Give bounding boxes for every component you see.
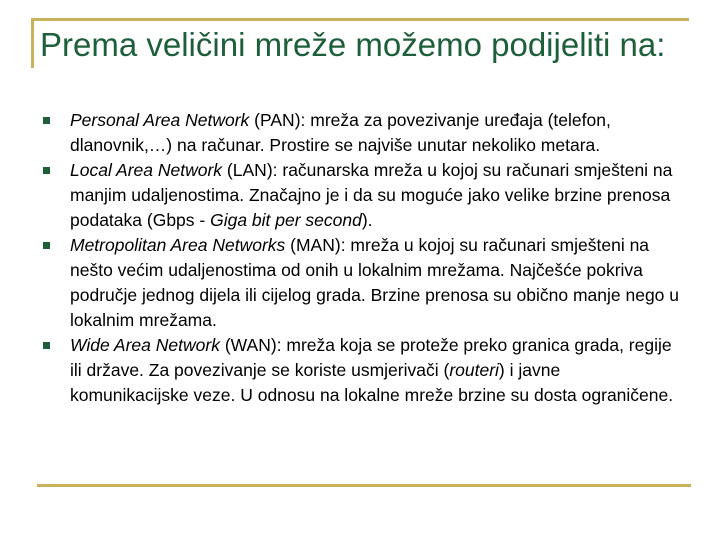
abbr-lan: LAN: [232, 160, 267, 180]
description-pan: ): mreža za povezivanje uređaja (telefon, dlanovnik,…) na računar. Prostire se najviše unutar nekoliko metara.: [70, 110, 611, 155]
abbr-gbps: Gbps: [152, 210, 195, 230]
term-lan: Local Area Network: [70, 160, 223, 180]
bullet-item-wan: [40, 333, 680, 408]
square-bullet-icon: [43, 242, 50, 249]
square-bullet-icon: [43, 117, 50, 124]
footer-rule: [37, 484, 691, 487]
term-wan: Wide Area Network: [70, 335, 220, 355]
square-bullet-icon: [43, 342, 50, 349]
abbr-wan: WAN: [230, 335, 271, 355]
text-run: (: [249, 110, 260, 130]
text-run: (: [219, 335, 231, 355]
term-man: Metropolitan Area Networks: [70, 235, 286, 255]
title-frame-left-rule: [31, 18, 34, 68]
term-routeri: routeri: [449, 360, 499, 380]
square-bullet-icon: [43, 167, 50, 174]
text-run: -: [194, 210, 211, 230]
description-man: ): mreža u kojoj su računari smješteni na nešto većim udaljenostima od onih u lokalnim mrežama. Najčešće pokriva područje jednog dijela ili cijelog grada. Brzine prenosa su obično manje nego u lokalnim mrežama.: [70, 235, 680, 330]
slide-title: Prema veličini mreže možemo podijeliti na:: [40, 26, 666, 63]
bullet-item-pan: [40, 108, 680, 158]
term-pan: Personal Area Network: [70, 110, 250, 130]
description-wan-end: ) i javne komunikacijske veze. U odnosu na lokalne mreže brzine su dosta ograničene.: [70, 360, 674, 405]
text-run: (: [222, 160, 233, 180]
text-run: (: [285, 235, 296, 255]
bullet-item-man: [40, 233, 680, 333]
title-frame-top-rule: [31, 18, 689, 21]
description-lan: ): računarska mreža u kojoj su računari smješteni na manjim udaljenostima. Značajno je i da su moguće jako velike brzine prenosa podataka (: [70, 160, 673, 230]
abbr-pan: PAN: [260, 110, 295, 130]
abbr-man: MAN: [295, 235, 335, 255]
bullet-list: [40, 108, 680, 408]
term-giga-bit-per-second: Giga bit per second: [210, 210, 362, 230]
bullet-item-lan: [40, 158, 680, 233]
text-run: ).: [361, 210, 373, 230]
description-wan: ): mreža koja se proteže preko granica grada, regije ili države. Za povezivanje se koriste usmjerivači (: [70, 335, 672, 380]
